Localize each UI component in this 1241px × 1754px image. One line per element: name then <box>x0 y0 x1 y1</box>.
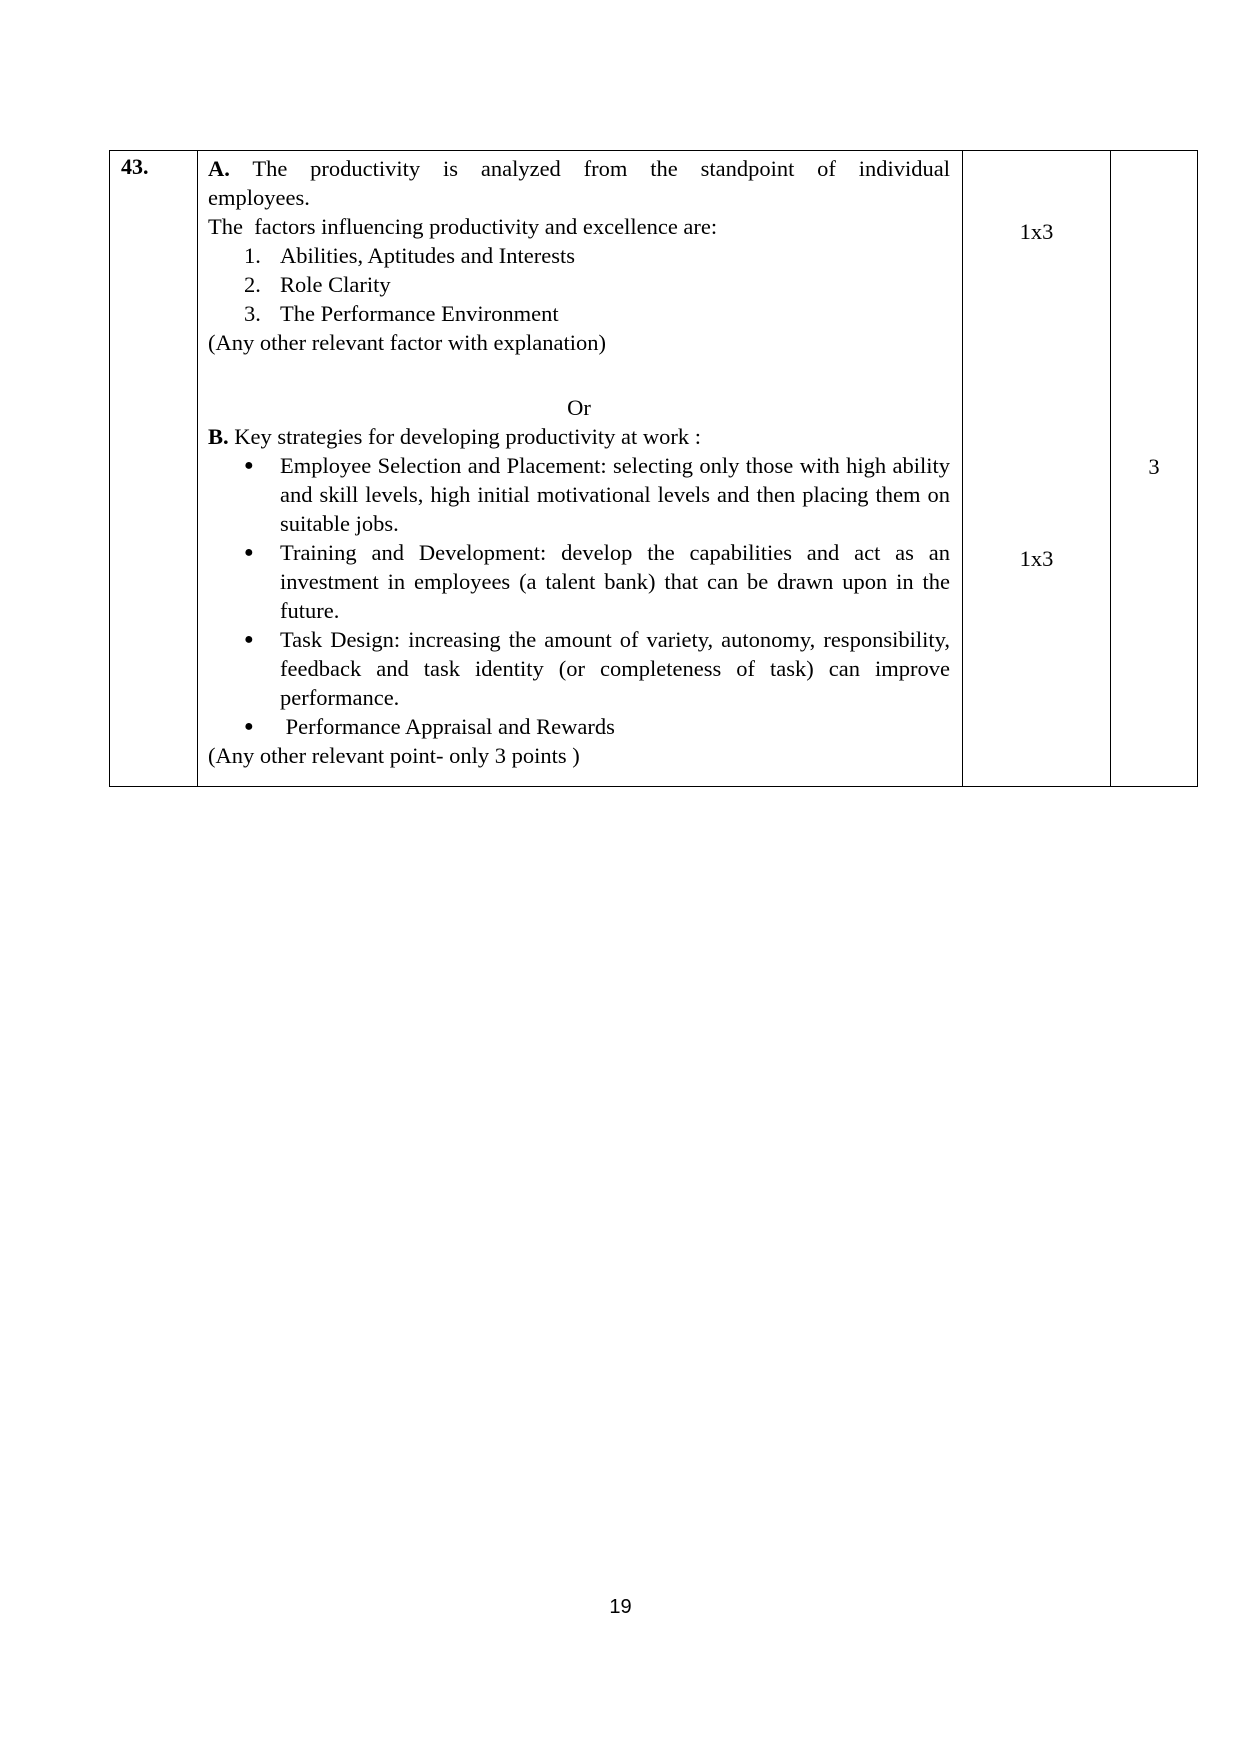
list-number: 3. <box>244 301 261 326</box>
strategies-list <box>208 451 950 741</box>
list-number: 1. <box>244 243 261 268</box>
part-a-intro-continued: employees. <box>208 185 310 210</box>
part-a-label: A. <box>208 156 230 181</box>
list-item <box>244 299 950 328</box>
list-number: 2. <box>244 272 261 297</box>
page-number: 19 <box>609 1596 632 1618</box>
list-item <box>244 538 950 625</box>
list-text: Training and Development: develop the capabilities and act as an investment in employees (a talent bank) that can be drawn upon in the future. <box>280 540 950 623</box>
list-item <box>244 712 950 741</box>
bullet-icon: ● <box>244 544 254 561</box>
list-text: Task Design: increasing the amount of variety, autonomy, responsibility, feedback and task identity (or completeness of task) can improve performance. <box>280 627 950 710</box>
list-item <box>244 270 950 299</box>
bullet-icon: ● <box>244 457 254 474</box>
list-item <box>244 241 950 270</box>
answer-table <box>109 150 1198 787</box>
list-item <box>244 625 950 712</box>
list-text: Employee Selection and Placement: selecting only those with high ability and skill levels, high initial motivational levels and then placing them on suitable jobs. <box>280 453 950 536</box>
part-b-heading <box>208 422 950 451</box>
part-b-heading-text: Key strategies for developing productivity at work : <box>234 424 702 449</box>
part-b-note: (Any other relevant point- only 3 points ) <box>208 743 580 768</box>
part-a-intro-text: The productivity is analyzed from the standpoint of individual <box>252 156 951 181</box>
or-separator: Or <box>567 395 591 420</box>
question-number: 43. <box>110 151 198 787</box>
part-a-note: (Any other relevant factor with explanation) <box>208 330 606 355</box>
part-b-marks: 1x3 <box>1019 546 1054 571</box>
list-text: Performance Appraisal and Rewards <box>280 714 615 739</box>
marks-cell <box>963 151 1111 787</box>
part-b-label: B. <box>208 424 229 449</box>
part-a-marks: 1x3 <box>1019 219 1054 244</box>
table-row <box>110 151 1198 787</box>
bullet-icon: ● <box>244 631 254 648</box>
list-text: Abilities, Aptitudes and Interests <box>280 243 575 268</box>
total-marks-cell <box>1111 151 1198 787</box>
list-text: Role Clarity <box>280 272 391 297</box>
factors-heading: The factors influencing productivity and excellence are: <box>208 214 718 239</box>
list-item <box>244 451 950 538</box>
total-marks: 3 <box>1148 454 1160 479</box>
factors-list <box>208 241 950 328</box>
answer-cell <box>198 151 963 787</box>
part-a-intro <box>208 154 950 183</box>
bullet-icon: ● <box>244 718 254 735</box>
list-text: The Performance Environment <box>280 301 559 326</box>
